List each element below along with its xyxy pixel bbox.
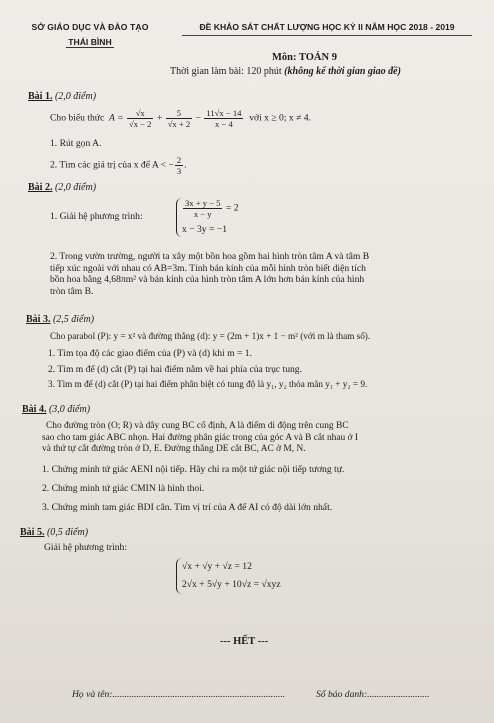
candidate-id-line [316, 689, 430, 700]
fraction-q2: $\frac{2}{3}$ [176, 155, 182, 176]
problem-1-condition: với x ≥ 0; x ≠ 4. [249, 112, 311, 124]
problem-1-title [28, 91, 96, 102]
province-name: THÁI BÌNH [68, 37, 112, 47]
system-2-eq2: 2√x + 5√y + 10√z = √xyz [182, 579, 281, 590]
problem-3-q3: 3. Tìm m để (d) cắt (P) tại hai điểm phân biệt có tung độ là y₁, y₂ thỏa mãn y₁ + y₂ = 9. [48, 379, 368, 389]
title-underline [182, 35, 472, 36]
problem-1-q2: 2. Tìm các giá trị của x để A < − $\frac{2}{3}$ . [50, 155, 187, 176]
time-note: (không kể thời gian giao đề) [284, 66, 401, 77]
problem-3-title [26, 314, 94, 325]
problem-4-title [22, 404, 90, 415]
problem-3-intro: Cho parabol (P): y = x² và đường thẳng (d): y = (2m + 1)x + 1 − m² (với m là tham số). [50, 331, 371, 341]
exam-title-block [172, 22, 482, 36]
problem-5-intro: Giải hệ phương trình: [44, 542, 128, 553]
problem-3-label: Bài 3. [26, 314, 51, 325]
name-blank: ........................................................................ [112, 689, 286, 700]
problem-3-q1: 1. Tìm tọa độ các giao điểm của (P) và (d) khi m = 1. [48, 348, 252, 359]
time-label: Thời gian làm bài: 120 phút [170, 66, 282, 77]
problem-1-expression: Cho biểu thức A = $\frac{√x}{√x - 2}$ + $\frac{5}{√x + 2}$ − $\frac{11√x - 14}{x - 4}$ với x ≥ 0; x ≠ 4. [50, 108, 311, 129]
system-1-eq2: x − 3y = −1 [182, 224, 228, 235]
problem-4-statement: Cho đường tròn (O; R) và dây cung BC cố định, A là điểm di động trên cung BC sao cho tam giác ABC nhọn. Hai đường phân giác trong của góc A và B cắt nhau ở I và thứ tự cắt đường tròn ở D, E. Đường thẳng DE cắt BC, AC ở M, N. [42, 421, 358, 455]
problem-3-points: (2,5 điểm) [52, 314, 95, 325]
candidate-name-line [72, 689, 285, 700]
problem-4-points: (3,0 điểm) [48, 404, 91, 415]
time-line [170, 66, 401, 77]
end-mark: --- HẾT --- [220, 636, 269, 647]
problem-4-label: Bài 4. [22, 404, 47, 415]
problem-1-points: (2,0 điểm) [54, 91, 97, 102]
subject: Môn: TOÁN 9 [272, 52, 337, 63]
issuer-block [20, 22, 160, 50]
name-label: Họ và tên: [72, 689, 113, 700]
system-of-equations-2 [176, 558, 281, 594]
problem-1-label: Bài 1. [28, 91, 53, 102]
problem-5-label: Bài 5. [20, 527, 45, 538]
problem-4-q1: 1. Chứng minh tứ giác AENI nội tiếp. Hãy chỉ ra một tứ giác nội tiếp tương tự. [42, 464, 345, 475]
problem-4-q3: 3. Chứng minh tam giác BDI cân. Tìm vị trí của A để AI có độ dài lớn nhất. [42, 502, 333, 513]
problem-2-label: Bài 2. [28, 182, 53, 193]
id-label: Số báo danh: [316, 689, 368, 700]
problem-1-intro: Cho biểu thức [50, 112, 105, 124]
problem-3-q2: 2. Tìm m để (d) cắt (P) tại hai điểm nằm về hai phía của trục tung. [48, 364, 302, 375]
fraction-1: $\frac{√x}{√x - 2}$ [129, 108, 152, 129]
problem-5-title [20, 527, 88, 538]
problem-2-title [28, 182, 96, 193]
problem-1-q1: 1. Rút gọn A. [50, 138, 102, 149]
problem-2-points: (2,0 điểm) [54, 182, 97, 193]
system-2-eq1: √x + √y + √z = 12 [182, 561, 252, 572]
problem-5-points: (0,5 điểm) [46, 527, 89, 538]
problem-2-q1: 1. Giải hệ phương trình: [50, 211, 143, 222]
problem-2-q2: 2. Trong vườn trường, người ta xây một bồn hoa gồm hai hình tròn tâm A và tâm B tiếp xúc ngoài với nhau có AB=3m. Tính bán kính của mỗi hình tròn biết diện tích bồn hoa bằng 4,68πm² và bán kính của hình tròn tâm A lớn hơn bán kính của hình tròn tâm B. [50, 251, 370, 297]
expr-lhs: A = [109, 112, 124, 124]
exam-title: ĐỀ KHẢO SÁT CHẤT LƯỢNG HỌC KỲ II NĂM HỌC 2018 - 2019 [199, 22, 455, 32]
problem-4-q2: 2. Chứng minh tứ giác CMIN là hình thoi. [42, 483, 205, 494]
system-1-eq1: $\frac{3x + y - 5}{x - y}$ = 2 [185, 198, 239, 219]
system-of-equations-1 [176, 198, 239, 237]
fraction-3: $\frac{11√x - 14}{x - 4}$ [206, 108, 242, 129]
id-blank: .......................... [367, 689, 430, 700]
fraction-2: $\frac{5}{√x + 2}$ [167, 108, 191, 129]
department-name: SỞ GIÁO DỤC VÀ ĐÀO TẠO [31, 22, 149, 32]
